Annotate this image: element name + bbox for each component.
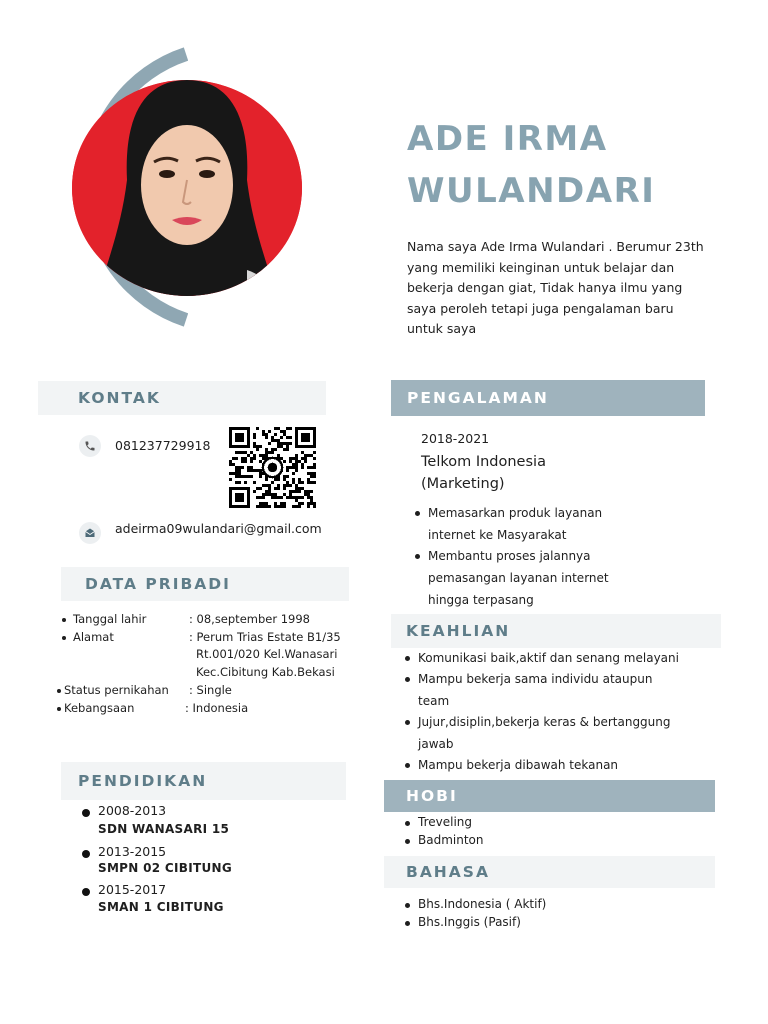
profile-photo	[72, 80, 302, 296]
skill-item: Jujur,disiplin,bekerja keras & bertanggung	[405, 712, 671, 734]
dob-label: Tanggal lahir	[62, 610, 146, 628]
section-header-pendidikan: PENDIDIKAN	[61, 762, 346, 800]
nationality-value: : Indonesia	[185, 701, 249, 715]
nationality-label: Kebangsaan	[57, 699, 134, 717]
section-header-kontak: KONTAK	[38, 381, 326, 415]
skill-item: Mampu bekerja dibawah tekanan	[405, 755, 618, 777]
section-header-keahlian: KEAHLIAN	[391, 614, 721, 648]
marital-label: Status pernikahan	[57, 681, 169, 699]
hobby-item: Treveling	[405, 813, 472, 832]
experience-bullet-cont: internet ke Masyarakat	[428, 528, 567, 542]
address-line-1: : Perum Trias Estate B1/35	[189, 630, 341, 644]
experience-company: Telkom Indonesia	[421, 454, 546, 470]
education-bullet	[82, 809, 90, 817]
phone-number[interactable]: 081237729918	[115, 438, 211, 453]
skill-item: Komunikasi baik,aktif dan senang melayani	[405, 648, 679, 670]
skill-item-cont: jawab	[418, 737, 454, 751]
language-item: Bhs.Inggis (Pasif)	[405, 913, 521, 932]
education-years: 2008-2013	[98, 803, 167, 818]
envelope-icon	[79, 522, 101, 544]
address-label: Alamat	[62, 628, 114, 646]
email-address[interactable]: adeirma09wulandari@gmail.com	[115, 521, 322, 536]
skill-item-cont: team	[418, 694, 450, 708]
name-line-2: WULANDARI	[407, 171, 656, 211]
section-header-bahasa: BAHASA	[384, 856, 715, 888]
experience-bullet: Membantu proses jalannya	[415, 546, 591, 568]
education-bullet	[82, 850, 90, 858]
address-line-2: Rt.001/020 Kel.Wanasari	[196, 647, 338, 661]
experience-bullet-cont: pemasangan layanan internet	[428, 571, 609, 585]
phone-icon	[79, 435, 101, 457]
skill-item: Mampu bekerja sama individu ataupun	[405, 669, 652, 691]
education-school: SMPN 02 CIBITUNG	[98, 861, 232, 875]
whatsapp-qr-code	[229, 427, 316, 508]
dob-value: : 08,september 1998	[189, 612, 310, 626]
marital-value: : Single	[189, 683, 232, 697]
education-years: 2013-2015	[98, 844, 167, 859]
name-title	[407, 113, 747, 217]
name-line-1: ADE IRMA	[407, 119, 608, 159]
section-header-data-pribadi: DATA PRIBADI	[61, 567, 349, 601]
section-header-hobi: HOBI	[384, 780, 715, 812]
language-item: Bhs.Indonesia ( Aktif)	[405, 895, 546, 914]
summary-text: Nama saya Ade Irma Wulandari . Berumur 23th yang memiliki keinginan untuk belajar dan bekerja dengan giat, Tidak hanya ilmu yang saya peroleh tetapi juga pengalaman baru untuk saya	[407, 239, 704, 336]
education-bullet	[82, 888, 90, 896]
education-years: 2015-2017	[98, 882, 167, 897]
education-school: SDN WANASARI 15	[98, 822, 230, 836]
education-school: SMAN 1 CIBITUNG	[98, 900, 224, 914]
experience-years: 2018-2021	[421, 431, 490, 446]
section-header-pengalaman: PENGALAMAN	[391, 380, 705, 416]
experience-bullet-cont: hingga terpasang	[428, 593, 534, 607]
address-line-3: Kec.Cibitung Kab.Bekasi	[196, 665, 335, 679]
experience-bullet: Memasarkan produk layanan	[415, 503, 602, 525]
hobby-item: Badminton	[405, 831, 483, 850]
experience-role: (Marketing)	[421, 476, 505, 492]
